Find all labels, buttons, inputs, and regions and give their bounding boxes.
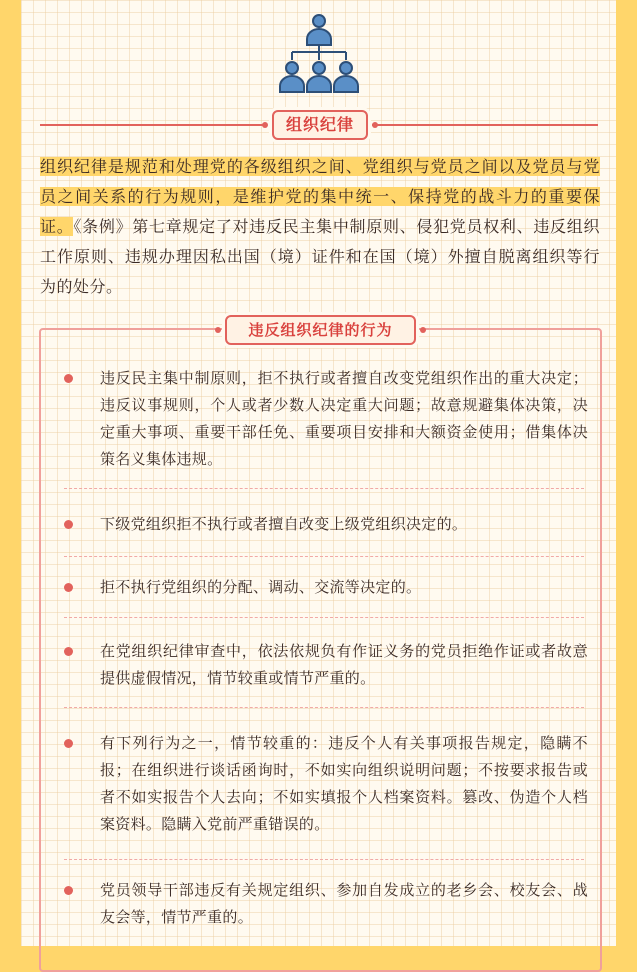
violation-item [64, 641, 588, 708]
violation-item-text: 下级党组织拒不执行或者擅自改变上级党组织决定的。 [100, 515, 468, 533]
bullet-dot-icon [64, 739, 73, 748]
violation-item-text: 有下列行为之一，情节较重的：违反个人有关事项报告规定，隐瞒不报；在组织进行谈话函询时，不如实向组织说明问题；不按要求报告或者不如实报告个人去向；不如实填报个人档案资料。篡改、伪造个人档案资料。隐瞒入党前严重错误的。 [100, 734, 588, 833]
section-divider-right [372, 124, 598, 126]
violation-item-text: 在党组织纪律审查中，依法依规负有作证义务的党员拒绝作证或者故意提供虚假情况，情节较重或情节严重的。 [100, 642, 588, 687]
bullet-dot-icon [64, 520, 73, 529]
bullet-dot-icon [64, 647, 73, 656]
violation-item [64, 577, 584, 618]
violation-item [64, 733, 588, 860]
intro-paragraph [40, 152, 600, 302]
intro-highlight: 组织纪律是规范和处理党的各级组织之间、党组织与党员之间以及党员与党员之间关系的行为规则，是维护党的集中统一、保持党的战斗力的重要保证。 [40, 157, 600, 236]
bullet-dot-icon [64, 583, 73, 592]
violation-item [64, 368, 588, 489]
violation-item-text: 违反民主集中制原则，拒不执行或者擅自改变党组织作出的重大决定；违反议事规则，个人或者少数人决定重大问题；故意规避集体决策，决定重大事项、重要干部任免、重要项目安排和大额资金使用；借集体决策名义集体违规。 [100, 369, 588, 468]
section-title-badge: 组织纪律 [272, 110, 368, 140]
violation-item [64, 880, 588, 940]
violation-item [64, 514, 584, 557]
violation-item-text: 党员领导干部违反有关规定组织、参加自发成立的老乡会、校友会、战友会等，情节严重的。 [100, 881, 588, 926]
violation-item-text: 拒不执行党组织的分配、调动、交流等决定的。 [100, 578, 422, 596]
violations-title-badge: 违反组织纪律的行为 [225, 315, 416, 345]
organization-hierarchy-icon [275, 12, 363, 100]
bullet-dot-icon [64, 374, 73, 383]
section-divider-left [40, 124, 265, 126]
bullet-dot-icon [64, 886, 73, 895]
intro-body: 《条例》第七章规定了对违反民主集中制原则、侵犯党员权利、违反组织工作原则、违规办理因私出国（境）证件和在国（境）外擅自脱离组织等行为的处分。 [40, 217, 600, 296]
